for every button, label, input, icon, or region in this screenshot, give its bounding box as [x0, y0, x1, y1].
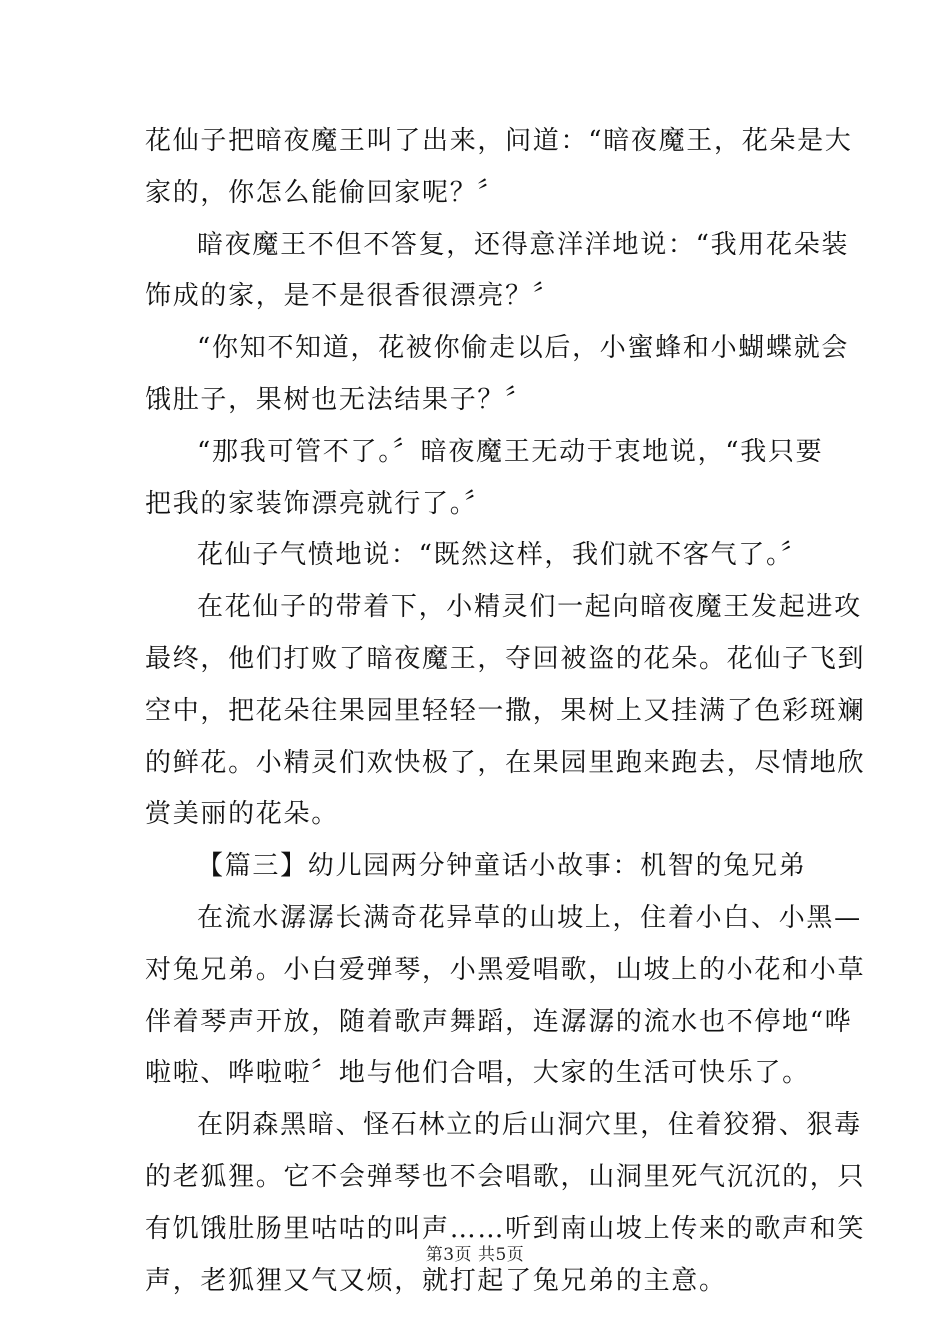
paragraph-4	[145, 427, 824, 531]
paragraph-line: 声，老狐狸又气又烦，就打起了兔兄弟的主意。	[145, 1265, 727, 1296]
paragraph-6	[145, 582, 866, 841]
paragraph-line: 在流水潺潺长满奇花异草的山坡上，住着小白、小黑—	[197, 902, 862, 933]
paragraph-line: 赏美丽的花朵。	[145, 799, 339, 830]
paragraph-line: 空中，把花朵往果园里轻轻一撒，果树上又挂满了色彩斑斓	[145, 695, 866, 726]
paragraph-line: 饿肚子，果树也无法结果子？〞	[145, 384, 533, 415]
paragraph-line: 的鲜花。小精灵们欢快极了，在果园里跑来跑去，尽情地欣	[145, 747, 866, 778]
paragraph-line: “你知不知道，花被你偷走以后，小蜜蜂和小蝴蝶就会	[197, 333, 850, 364]
paragraph-line: “那我可管不了。〞暗夜魔王无动于衷地说，“我只要	[197, 436, 824, 467]
paragraph-line: 花仙子把暗夜魔王叫了出来，问道：“暗夜魔王，花朵是大	[145, 126, 853, 156]
paragraph-line: 把我的家装饰漂亮就行了。〞	[145, 488, 493, 519]
paragraph-line: 伴着琴声开放，随着歌声舞蹈，连潺潺的流水也不停地“哗	[145, 1006, 853, 1037]
paragraph-1	[145, 116, 853, 220]
paragraph-8	[145, 1100, 866, 1307]
paragraph-line: 的老狐狸。它不会弹琴也不会唱歌，山洞里死气沉沉的，只	[145, 1161, 866, 1192]
paragraph-line: 对兔兄弟。小白爱弹琴，小黑爱唱歌，山坡上的小花和小草	[145, 954, 866, 985]
document-body	[145, 116, 866, 1307]
paragraph-line: 在花仙子的带着下，小精灵们一起向暗夜魔王发起进攻	[197, 592, 862, 623]
page-number-footer: 第3页 共5页	[425, 1245, 525, 1265]
paragraph-line: 饰成的家，是不是很香很漂亮？〞	[145, 281, 561, 312]
paragraph-line: 花仙子气愤地说：“既然这样，我们就不客气了。〞	[197, 540, 809, 571]
section-heading	[145, 841, 815, 893]
paragraph-line: 最终，他们打败了暗夜魔王，夺回被盗的花朵。花仙子飞到	[145, 643, 866, 674]
paragraph-7	[145, 893, 866, 1100]
paragraph-5	[145, 530, 815, 582]
paragraph-line: 啦啦、哗啦啦〞地与他们合唱，大家的生活可快乐了。	[145, 1058, 810, 1089]
paragraph-line: 在阴森黑暗、怪石林立的后山洞穴里，住着狡猾、狠毒	[197, 1110, 862, 1141]
paragraph-2	[145, 220, 850, 324]
section-heading-text: 【篇三】幼儿园两分钟童话小故事：机智的兔兄弟	[197, 851, 807, 882]
paragraph-line: 家的，你怎么能偷回家呢？〞	[145, 177, 506, 208]
paragraph-line: 暗夜魔王不但不答复，还得意洋洋地说：“我用花朵装	[197, 229, 850, 260]
paragraph-line: 有饥饿肚肠里咕咕的叫声……听到南山坡上传来的歌声和笑	[145, 1213, 866, 1244]
paragraph-3	[145, 323, 850, 427]
